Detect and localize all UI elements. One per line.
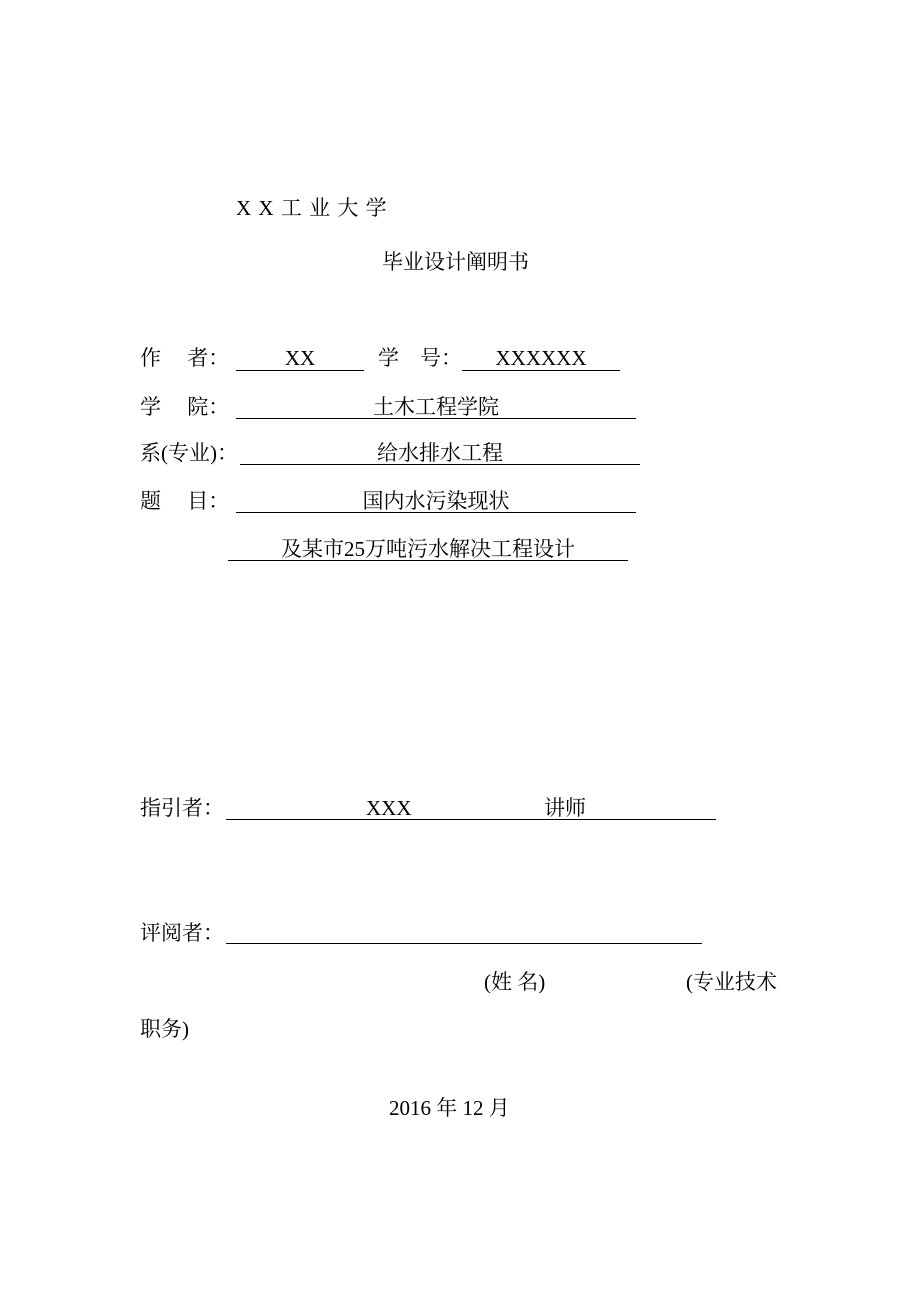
advisor-underline	[226, 819, 716, 820]
major-value: 给水排水工程	[377, 441, 503, 465]
reviewer-underline	[226, 943, 702, 944]
advisor-name: XXX	[366, 796, 412, 820]
author-underline	[236, 370, 364, 371]
advisor-title: 讲师	[544, 796, 586, 820]
university-name: X X 工 业 大 学	[236, 196, 388, 220]
student-id-value: XXXXXX	[495, 346, 587, 370]
topic-label: 题 目：	[140, 489, 230, 513]
major-label: 系(专业)：	[140, 441, 238, 465]
topic-line-1: 国内水污染现状	[362, 489, 510, 513]
advisor-label: 指引者：	[140, 796, 224, 820]
author-label: 作 者：	[140, 346, 230, 370]
college-value: 土木工程学院	[373, 395, 499, 419]
author-value: XX	[284, 346, 316, 370]
name-caption: (姓 名)	[484, 970, 546, 994]
student-id-label: 学 号：	[378, 346, 462, 370]
document-date: 2016 年 12 月	[389, 1096, 510, 1120]
professional-title-caption: (专业技术	[686, 970, 777, 994]
topic-line-2: 及某市25万吨污水解决工程设计	[281, 537, 575, 561]
student-id-underline	[462, 370, 620, 371]
reviewer-label: 评阅者：	[140, 921, 224, 945]
document-title: 毕业设计阐明书	[382, 250, 529, 274]
college-label: 学 院：	[140, 395, 230, 419]
professional-title-caption-cont: 职务)	[140, 1017, 189, 1041]
